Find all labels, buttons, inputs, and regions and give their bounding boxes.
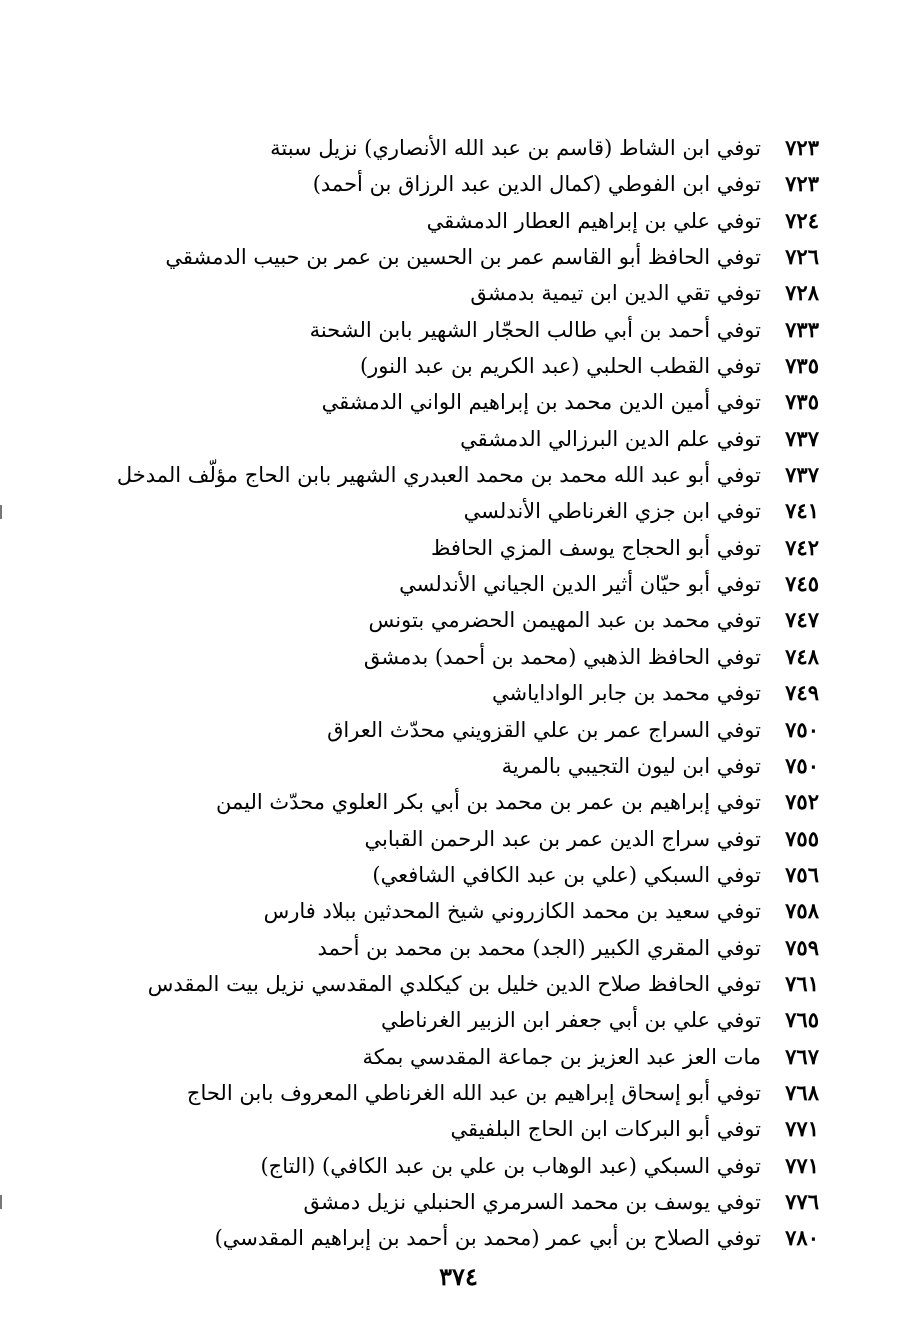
entry-year: ٧٥٠ <box>785 716 819 742</box>
chronology-entry <box>39 1002 819 1038</box>
entry-year: ٧٤١ <box>785 498 819 524</box>
entry-text: توفي يوسف بن محمد السرمري الحنبلي نزيل دمشق <box>303 1189 761 1214</box>
entry-text: توفي أحمد بن أبي طالب الحجّار الشهير بابن الشحنة <box>309 317 761 342</box>
entry-text: توفي الحافظ الذهبي (محمد بن أحمد) بدمشق <box>363 644 761 669</box>
entry-year: ٧٧١ <box>785 1116 819 1142</box>
entry-year: ٧٥٩ <box>785 934 819 960</box>
chronology-entry <box>39 675 819 711</box>
entry-text: مات العز عبد العزيز بن جماعة المقدسي بمكة <box>362 1044 761 1069</box>
entry-text: توفي سراج الدين عمر بن عبد الرحمن القبابي <box>364 826 761 851</box>
entry-text: توفي علي بن إبراهيم العطار الدمشقي <box>426 208 761 233</box>
entry-text: توفي محمد بن جابر الواداياشي <box>492 681 761 706</box>
entry-year: ٧٨٠ <box>785 1225 819 1251</box>
chronology-entry <box>39 966 819 1002</box>
entry-text: توفي المقري الكبير (الجد) محمد بن محمد بن أحمد <box>317 935 761 960</box>
page-edge-mark <box>0 1195 2 1209</box>
chronology-entry <box>39 857 819 893</box>
entry-year: ٧٤٧ <box>785 607 819 633</box>
chronology-entry <box>39 1039 819 1075</box>
entry-text: توفي ابن ليون التجيبي بالمرية <box>501 753 761 778</box>
entry-text: توفي أبو الحجاج يوسف المزي الحافظ <box>430 535 761 560</box>
entry-year: ٧٢٤ <box>785 207 819 233</box>
entry-text: توفي أمين الدين محمد بن إبراهيم الواني الدمشقي <box>321 390 761 415</box>
page-number: ٣٧٤ <box>439 1262 478 1291</box>
entry-year: ٧٣٥ <box>785 353 819 379</box>
entry-text: توفي أبو إسحاق إبراهيم بن عبد الله الغرناطي المعروف بابن الحاج <box>186 1080 761 1105</box>
chronology-entry <box>39 493 819 529</box>
entry-year: ٧٤٢ <box>785 534 819 560</box>
chronology-entry <box>39 566 819 602</box>
entry-text: توفي علي بن أبي جعفر ابن الزبير الغرناطي <box>381 1008 761 1033</box>
entry-year: ٧٢٦ <box>785 244 819 270</box>
entry-text: توفي القطب الحلبي (عبد الكريم بن عبد النور) <box>359 354 761 379</box>
chronology-entry <box>39 930 819 966</box>
entry-text: توفي الحافظ أبو القاسم عمر بن الحسين بن عمر بن حبيب الدمشقي <box>165 245 761 270</box>
entry-text: توفي السبكي (علي بن عبد الكافي الشافعي) <box>372 862 761 887</box>
entry-year: ٧٥٦ <box>785 861 819 887</box>
chronology-entry <box>39 893 819 929</box>
entry-year: ٧٦٥ <box>785 1007 819 1033</box>
entry-text: توفي تقي الدين ابن تيمية بدمشق <box>470 281 761 306</box>
entry-text: توفي الصلاح بن أبي عمر (محمد بن أحمد بن إبراهيم المقدسي) <box>214 1226 761 1251</box>
entry-text: توفي ابن جزي الغرناطي الأندلسي <box>463 499 761 524</box>
chronology-entry <box>39 239 819 275</box>
entry-year: ٧٥٢ <box>785 789 819 815</box>
chronology-entry <box>39 748 819 784</box>
entry-year: ٧٣٧ <box>785 462 819 488</box>
entry-text: توفي أبو حيّان أثير الدين الجياني الأندلسي <box>399 572 761 597</box>
chronology-entry <box>39 639 819 675</box>
chronology-entry <box>39 312 819 348</box>
chronology-entry <box>39 1220 819 1256</box>
chronology-entry <box>39 275 819 311</box>
entry-year: ٧٢٣ <box>785 135 819 160</box>
entry-text: توفي الحافظ صلاح الدين خليل بن كيكلدي المقدسي نزيل بيت المقدس <box>147 971 761 996</box>
entry-year: ٧٤٨ <box>785 643 819 669</box>
entry-text: توفي سعيد بن محمد الكازروني شيخ المحدثين ببلاد فارس <box>263 899 761 924</box>
entry-year: ٧٥٨ <box>785 898 819 924</box>
entry-text: توفي أبو البركات ابن الحاج البلفيقي <box>450 1117 761 1142</box>
chronology-entry <box>39 602 819 638</box>
entry-text: توفي ابن الفوطي (كمال الدين عبد الرزاق بن أحمد) <box>312 172 761 197</box>
entry-text: توفي السبكي (عبد الوهاب بن علي بن عبد الكافي) (التاج) <box>260 1153 761 1178</box>
page-edge-mark <box>0 505 2 519</box>
chronology-entry <box>39 1111 819 1147</box>
chronology-list <box>39 130 819 1257</box>
chronology-entry <box>39 166 819 202</box>
chronology-entry <box>39 712 819 748</box>
chronology-entry <box>39 530 819 566</box>
entry-year: ٧٣٥ <box>785 389 819 415</box>
entry-text: توفي إبراهيم بن عمر بن محمد بن أبي بكر العلوي محدّث اليمن <box>216 790 761 815</box>
entry-year: ٧٢٣ <box>785 171 819 197</box>
entry-year: ٧٢٨ <box>785 280 819 306</box>
entry-year: ٧٤٩ <box>785 680 819 706</box>
chronology-entry <box>39 1184 819 1220</box>
chronology-entry <box>39 348 819 384</box>
chronology-entry <box>39 784 819 820</box>
entry-year: ٧٣٣ <box>785 316 819 342</box>
entry-text: توفي السراج عمر بن علي القزويني محدّث العراق <box>327 717 761 742</box>
chronology-entry <box>39 457 819 493</box>
entry-year: ٧٤٥ <box>785 571 819 597</box>
entry-text: توفي علم الدين البرزالي الدمشقي <box>460 426 761 451</box>
entry-text: توفي محمد بن عبد المهيمن الحضرمي بتونس <box>368 608 761 633</box>
entry-year: ٧٦٧ <box>785 1043 819 1069</box>
entry-year: ٧٧١ <box>785 1152 819 1178</box>
entry-year: ٧٥٥ <box>785 825 819 851</box>
chronology-entry <box>39 1075 819 1111</box>
chronology-entry <box>39 203 819 239</box>
chronology-entry <box>39 1148 819 1184</box>
chronology-entry <box>39 421 819 457</box>
entry-year: ٧٦١ <box>785 970 819 996</box>
chronology-entry <box>39 821 819 857</box>
chronology-entry <box>39 130 819 166</box>
chronology-entry <box>39 384 819 420</box>
entry-year: ٧٧٦ <box>785 1188 819 1214</box>
entry-year: ٧٣٧ <box>785 425 819 451</box>
entry-year: ٧٥٠ <box>785 752 819 778</box>
entry-text: توفي أبو عبد الله محمد بن محمد العبدري الشهير بابن الحاج مؤلّف المدخل <box>116 463 761 488</box>
entry-text: توفي ابن الشاط (قاسم بن عبد الله الأنصاري) نزيل سبتة <box>270 136 761 160</box>
entry-year: ٧٦٨ <box>785 1079 819 1105</box>
